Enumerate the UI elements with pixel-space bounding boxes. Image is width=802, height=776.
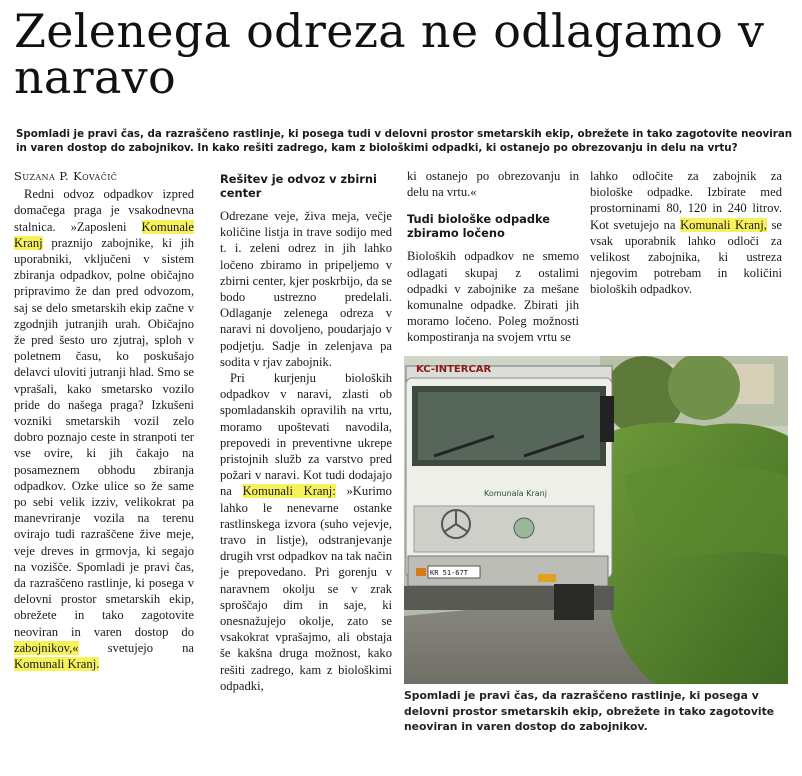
door-logo-text: Komunala Kranj <box>484 489 547 498</box>
byline: Suzana P. Kovačič <box>14 169 118 183</box>
article-column-2 <box>220 168 392 694</box>
text-run: svetujejo na <box>78 640 194 655</box>
text-run: lahko odločite za zabojnik za biološke odpadke. Izbirate med prostorninami 80, 120 in 240 litrov. Kot svetujejo na <box>590 169 782 232</box>
column-4-paragraph <box>590 168 782 298</box>
article-column-4 <box>590 168 782 298</box>
truck-illustration <box>404 356 788 684</box>
truck-brand-text: KC-INTERCAR <box>416 364 492 375</box>
column-3-paragraph-1: ki ostanejo po obrezovanju in delu na vrtu.« <box>407 169 579 200</box>
photo-caption: Spomladi je pravi čas, da razraščeno rastlinje, ki posega v delovni prostor smetarskih ekip, obrežete in tako zagotovite neoviran in varen dostop do zabojnikov. <box>404 689 775 733</box>
highlight-zabojnikov: zabojnikov,« <box>14 640 79 655</box>
text-run: Pri kurjenju bioloških odpadkov v naravi, zlasti ob spomladanskih opravilih na vrtu, moramo upoštevati navodila, prepovedi in preventivne ukrepe pristojnih služb za varstvo pred požari v naravi. Kot tudi dodajajo na <box>220 371 392 499</box>
column-2-paragraph-1: Odrezane veje, živa meja, večje količine listja in trave sodijo med t. i. zeleni odrez in jih lahko ločeno zbiramo in pripeljemo v zbirni center, kjer poskrbijo, da se bodo ustrezno predelali. Odlaganje zelenega odreza v naravi ni dovoljeno, poudarjajo v podjetju. Sadje in zelenjava pa sodita v rjav zabojnik. <box>220 209 392 369</box>
text-run: Redni odvoz odpadkov izpred domačega praga je vsakodnevna stalnica. »Zaposleni <box>14 187 194 234</box>
license-plate: KR 51-67T <box>430 569 468 577</box>
column-3-paragraph-2: Bioloških odpadkov ne smemo odlagati skupaj z ostalimi odpadki v zabojnike za mešane komunalne odpadke. Zbirati jih moramo ločeno. Poleg možnosti kompostiranja na svojem vrtu se <box>407 249 579 345</box>
subheading-odvoz: Rešitev je odvoz v zbirni center <box>220 172 377 200</box>
text-run: »Kurimo lahko le nenevarne ostanke rastlinskega izvora (suho vejevje, travo in listje), odstranjevanje drugih vrst odpadkov na tak način je prepovedano. Pri gorenju v naravnem okolju se v zrak sproščajo dim in saje, ki onesnažujejo okolje, zato se vsakokrat vprašajmo, ali obstaja še kakšna druga možnost, kako rešiti zadrego, kam z biološkimi odpadki, <box>220 484 392 693</box>
highlight-komunali-kranj: Komunali Kranj, <box>680 217 767 232</box>
highlight-komunali-kranj: Komunali Kranj. <box>14 657 100 672</box>
lead-paragraph: Spomladi je pravi čas, da razraščeno rastlinje, ki posega tudi v delovni prostor smetarskih ekip, obrežete in tako zagotovite neoviran in varen dostop do zabojnikov. In kako rešiti zadrego, kam z biološkimi odpadki, ki ostanejo po obrezovanju in delu na vrtu? <box>16 128 793 154</box>
text-run: se vsak uporabnik lahko odloči za velikost zabojnika, ki ustreza njegovim potrebam in količini bioloških odpadkov. <box>590 217 782 297</box>
column-2-paragraph-2 <box>220 370 392 694</box>
column-1-paragraph <box>14 186 194 672</box>
subheading-biologiski: Tudi biološke odpadke zbiramo ločeno <box>407 212 550 241</box>
article-column-1 <box>14 168 194 672</box>
article-column-3 <box>407 168 579 346</box>
text-run: praznijo zabojnike, ki jih uporabniki, vključeni v sistem zbiranja odpadkov, polne običajno pripravimo že dan pred odvozom, saj se delo smetarskih ekip začne v zgodnjih jutranjih urah. Običajno že pred šesto uro zjutraj, sploh v poletnem času, ko poskušajo delavci uloviti jutranji hlad. Smo se vprašali, kako smetarsko vozilo pride do našega praga? Izkušeni vozniki smetarskih vozil zelo dobro poznajo ceste in stranpoti ter vse ovire, ki jih čakajo na posameznem obhodu zbiranja odpadkov. Ozke ulice so že same po sebi velik izziv, velikokrat pa manevriranje vozila na terenu ovirajo tudi razraščene žive meje, veje dreves in grmovja, ki segajo na vozišče. Spomladi je pravi čas, da razraščeno rastlinje, ki posega v delovni prostor smetarskih ekip, obrežete in tako zagotovite neoviran in varen dostop do <box>14 235 194 639</box>
highlight-komunale-kranj: Komunale Kranj <box>14 219 194 250</box>
garbage-truck-photo <box>404 356 788 684</box>
highlight-komunali-kranj: Komunali Kranj: <box>242 484 336 499</box>
headline: Zelenega odreza ne odlagamo v naravo <box>14 4 765 104</box>
